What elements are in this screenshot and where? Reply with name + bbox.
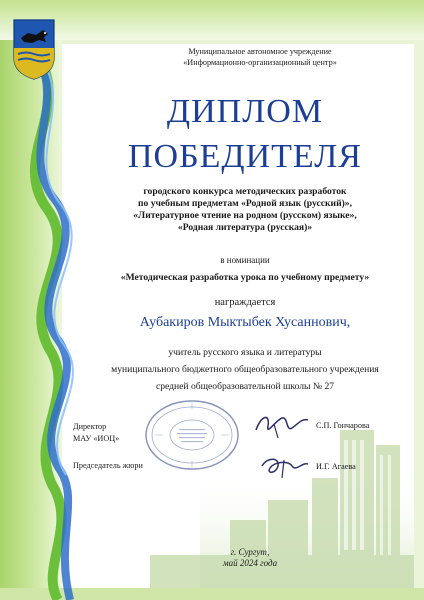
contest-line-4: «Родная литература (русская)» xyxy=(177,222,313,233)
director-name: С.П. Гончарова xyxy=(316,421,370,430)
round-stamp-icon xyxy=(143,398,241,472)
contest-line-2: по учебным предметам «Родной язык (русский)», xyxy=(137,198,353,209)
contest-line-1: городского конкурса методических разработок xyxy=(143,186,347,197)
date-line: май 2024 года xyxy=(222,558,278,568)
surgut-coat-of-arms-icon xyxy=(12,18,56,80)
organization-line-1: Муниципальное автономное учреждение xyxy=(188,47,332,56)
nomination-title: «Методическая разработка урока по учебному предмету» xyxy=(120,272,370,283)
diploma-title-line-2: ПОБЕДИТЕЛЯ xyxy=(128,138,362,175)
winner-name: Аубакиров Мыктыбек Хусаннович, xyxy=(139,315,351,330)
position-line-3: средней общеобразовательной школы № 27 xyxy=(155,381,335,392)
position-line-2: муниципального бюджетного общеобразовательного учреждения xyxy=(111,364,379,375)
awarded-label: награждается xyxy=(214,297,276,308)
director-role-line-2: МАУ «ИОЦ» xyxy=(73,434,120,443)
jury-chair-signature xyxy=(258,452,310,482)
jury-chair-name: И.Г. Агаева xyxy=(316,462,356,471)
contest-description xyxy=(70,186,420,234)
position-line-1: учитель русского языка и литературы xyxy=(168,347,322,358)
place-line: г. Сургут, xyxy=(230,547,270,557)
jury-chair-role: Председатель жюри xyxy=(73,461,143,470)
organization-line-2: «Информационно-организационный центр» xyxy=(183,58,337,67)
director-role-line-1: Директор xyxy=(73,422,107,431)
place-and-date xyxy=(150,547,350,569)
winner-position xyxy=(65,344,424,395)
organization-name xyxy=(110,46,410,68)
contest-line-3: «Литературное чтение на родном (русском) языке», xyxy=(133,210,357,221)
nomination-label: в номинации xyxy=(220,255,270,265)
director-signature xyxy=(252,410,310,440)
director-role xyxy=(73,421,119,445)
diploma-title-line-1: ДИПЛОМ xyxy=(166,93,324,130)
